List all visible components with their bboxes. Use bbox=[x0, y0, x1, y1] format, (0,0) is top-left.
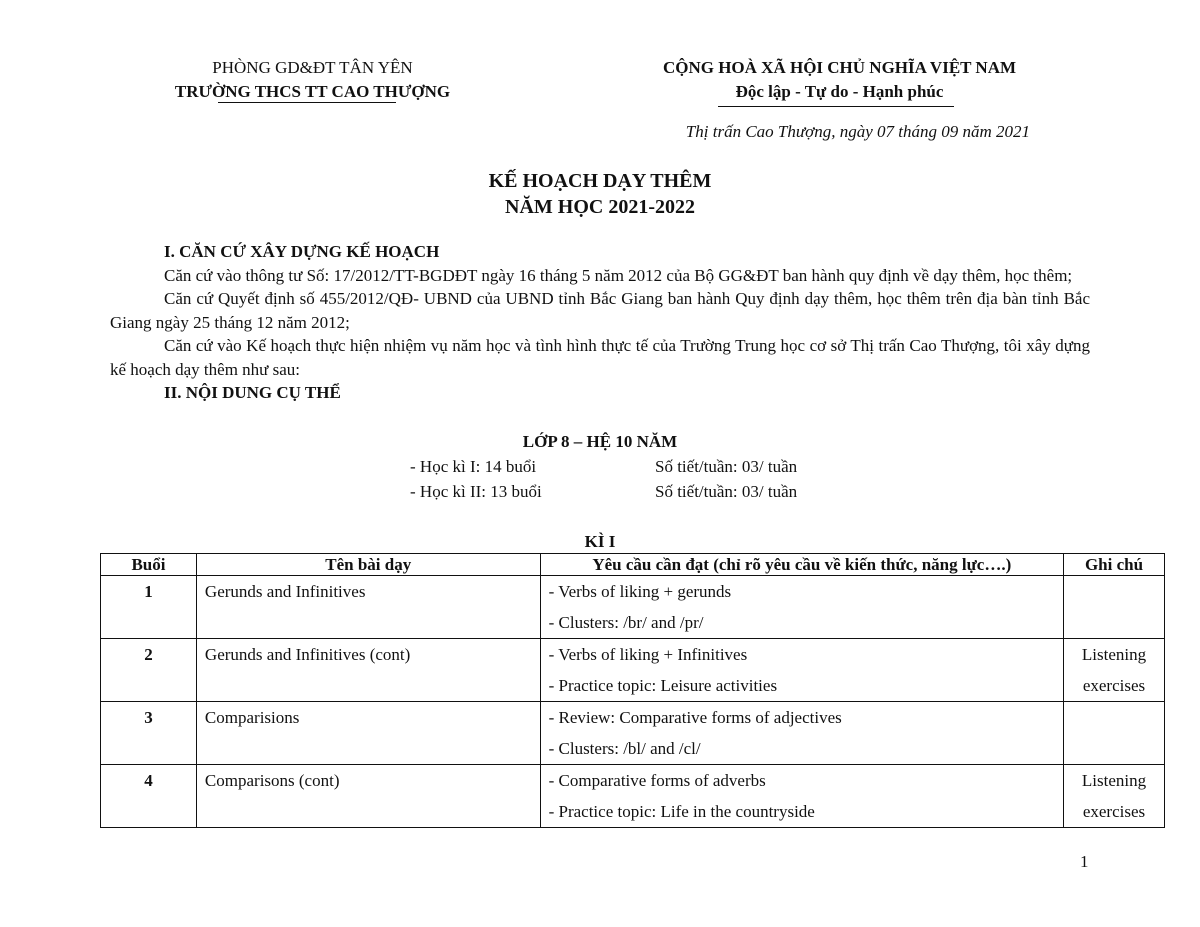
requirements-cell bbox=[540, 639, 1063, 702]
lesson-name: Comparisions bbox=[196, 702, 540, 765]
requirement-item: - Verbs of liking + gerunds bbox=[548, 582, 732, 601]
motto-underline bbox=[718, 106, 954, 107]
national-title: CỘNG HOÀ XÃ HỘI CHỦ NGHĨA VIỆT NAM bbox=[662, 58, 1017, 77]
note-line bbox=[1072, 576, 1156, 607]
table-row bbox=[101, 639, 1165, 702]
session-number: 2 bbox=[101, 639, 197, 702]
header-session: Buổi bbox=[101, 554, 197, 576]
header-requirements: Yêu cầu cần đạt (chỉ rõ yêu cầu về kiến thức, năng lực….) bbox=[540, 554, 1063, 576]
requirement-item: - Clusters: /bl/ and /cl/ bbox=[548, 739, 701, 758]
national-header bbox=[612, 56, 1067, 104]
lesson-plan-table bbox=[100, 553, 1165, 828]
requirement-item: - Practice topic: Leisure activities bbox=[548, 676, 778, 695]
lesson-name: Gerunds and Infinitives (cont) bbox=[196, 639, 540, 702]
title-line-1: KẾ HOẠCH DẠY THÊM bbox=[488, 170, 712, 192]
semester-1-periods: Số tiết/tuần: 03/ tuần bbox=[655, 457, 798, 476]
requirement-item: - Verbs of liking + Infinitives bbox=[548, 645, 748, 664]
requirement-item: - Practice topic: Life in the countryside bbox=[548, 802, 815, 821]
basis-paragraph-1: Căn cứ vào thông tư Số: 17/2012/TT-BGDĐT ngày 16 tháng 5 năm 2012 của Bộ GG&ĐT ban hành quy định về dạy thêm, học thêm; bbox=[164, 265, 1073, 285]
section-1-heading: I. CĂN CỨ XÂY DỰNG KẾ HOẠCH bbox=[164, 242, 440, 261]
semester-2-periods: Số tiết/tuần: 03/ tuần bbox=[655, 482, 798, 501]
note-cell bbox=[1064, 576, 1165, 639]
session-number: 4 bbox=[101, 765, 197, 828]
session-number: 3 bbox=[101, 702, 197, 765]
note-line bbox=[1072, 607, 1156, 638]
note-line bbox=[1072, 702, 1156, 733]
note-line: exercises bbox=[1082, 802, 1146, 821]
lesson-name: Gerunds and Infinitives bbox=[196, 576, 540, 639]
school-underline bbox=[218, 102, 396, 103]
requirement-item: - Review: Comparative forms of adjectives bbox=[548, 708, 842, 727]
school-header bbox=[120, 56, 505, 104]
national-motto: Độc lập - Tự do - Hạnh phúc bbox=[735, 82, 944, 101]
note-line: exercises bbox=[1082, 676, 1146, 695]
note-line: Listening bbox=[1081, 645, 1147, 664]
semester-2-sessions: - Học kì II: 13 buổi bbox=[410, 482, 542, 501]
basis-paragraph-2: Căn cứ Quyết định số 455/2012/QĐ- UBND của UBND tỉnh Bắc Giang ban hành Quy định dạy thêm, học thêm trên địa bàn tỉnh Bắc Giang ngày 25 tháng 12 năm 2012; bbox=[110, 289, 1090, 332]
note-cell bbox=[1064, 765, 1165, 828]
title-line-2: NĂM HỌC 2021-2022 bbox=[505, 196, 695, 218]
header-notes: Ghi chú bbox=[1064, 554, 1165, 576]
date-line: Thị trấn Cao Thượng, ngày 07 tháng 09 năm 2021 bbox=[685, 122, 1030, 141]
header-lesson: Tên bài dạy bbox=[196, 554, 540, 576]
requirements-cell bbox=[540, 702, 1063, 765]
requirement-item: - Clusters: /br/ and /pr/ bbox=[548, 613, 704, 632]
body-section bbox=[110, 240, 1090, 405]
session-number: 1 bbox=[101, 576, 197, 639]
basis-paragraph-3: Căn cứ vào Kế hoạch thực hiện nhiệm vụ năm học và tình hình thực tế của Trường Trung học cơ sở Thị trấn Cao Thượng, tôi xây dựng kế hoạch dạy thêm như sau: bbox=[110, 336, 1090, 379]
lesson-name: Comparisons (cont) bbox=[196, 765, 540, 828]
page-number: 1 bbox=[1080, 852, 1089, 871]
table-row bbox=[101, 702, 1165, 765]
requirements-cell bbox=[540, 576, 1063, 639]
requirements-cell bbox=[540, 765, 1063, 828]
table-header-row bbox=[101, 554, 1165, 576]
note-cell bbox=[1064, 702, 1165, 765]
table-row bbox=[101, 576, 1165, 639]
class-title: LỚP 8 – HỆ 10 NĂM bbox=[522, 432, 678, 451]
term-title: KÌ I bbox=[584, 532, 616, 551]
document-title bbox=[0, 168, 1200, 220]
section-2-heading: II. NỘI DUNG CỤ THỂ bbox=[164, 383, 341, 402]
table-row bbox=[101, 765, 1165, 828]
school-name: TRƯỜNG THCS TT CAO THƯỢNG bbox=[174, 82, 451, 101]
department-name: PHÒNG GD&ĐT TÂN YÊN bbox=[212, 58, 413, 77]
semester-1-sessions: - Học kì I: 14 buổi bbox=[410, 457, 537, 476]
note-cell bbox=[1064, 639, 1165, 702]
note-line: Listening bbox=[1081, 771, 1147, 790]
requirement-item: - Comparative forms of adverbs bbox=[548, 771, 766, 790]
note-line bbox=[1072, 733, 1156, 764]
